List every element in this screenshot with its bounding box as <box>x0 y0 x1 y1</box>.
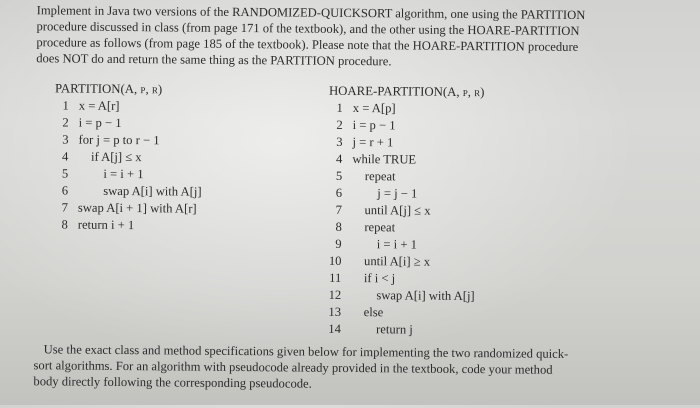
line-code: swap A[i + 1] with A[r] <box>77 200 197 216</box>
partition-line <box>54 199 197 217</box>
line-number: 12 <box>328 287 342 302</box>
hoare-line <box>329 117 396 135</box>
line-number: 5 <box>335 168 343 183</box>
line-code: repeat <box>351 220 396 235</box>
line-code: until A[j] ≤ x <box>351 203 431 218</box>
line-code: while TRUE <box>352 152 417 167</box>
hoare-line <box>328 219 396 237</box>
line-code: for j = p to r − 1 <box>78 132 160 148</box>
line-code: x = A[r] <box>78 98 120 113</box>
line-number: 4 <box>62 149 69 164</box>
line-number: 8 <box>335 219 342 234</box>
hoare-partition-header: HOARE-PARTITION(A, p, r) <box>328 83 485 100</box>
partition-line <box>54 182 202 200</box>
line-number: 7 <box>61 200 69 215</box>
hoare-line <box>327 270 395 288</box>
line-code: j = r + 1 <box>352 135 394 150</box>
partition-line <box>54 148 141 166</box>
line-code: if i < j <box>351 271 396 286</box>
line-number: 6 <box>61 183 69 198</box>
line-code: if A[j] ≤ x <box>78 149 142 165</box>
partition-line <box>54 165 143 183</box>
line-number: 6 <box>335 185 343 200</box>
line-number: 1 <box>62 98 69 113</box>
hoare-line <box>328 202 431 220</box>
line-number: 2 <box>62 115 69 130</box>
line-code: else <box>350 305 384 320</box>
intro-paragraph <box>36 3 689 72</box>
line-code: return i + 1 <box>77 217 135 233</box>
outro-paragraph <box>33 342 685 395</box>
line-code: x = A[p] <box>352 101 396 116</box>
line-number: 9 <box>335 236 342 251</box>
line-number: 4 <box>336 151 343 166</box>
hoare-line <box>328 134 393 152</box>
line-number: 14 <box>328 321 341 336</box>
line-number: 7 <box>335 202 342 217</box>
line-code: j = j − 1 <box>352 186 418 201</box>
line-code: until A[i] ≥ x <box>351 254 431 269</box>
line-number: 10 <box>328 253 342 268</box>
line-number: 3 <box>62 132 69 147</box>
intro-line: does NOT do and return the same thing as the PARTITION procedure. <box>36 50 392 69</box>
line-code: i = p − 1 <box>352 118 396 133</box>
line-code: swap A[i] with A[j] <box>351 288 475 304</box>
hoare-line <box>329 100 396 118</box>
line-number: 3 <box>336 134 343 149</box>
line-number: 1 <box>336 100 343 115</box>
hoare-line <box>328 151 416 169</box>
line-number: 13 <box>328 304 342 319</box>
intro-line: procedure as follows (from page 185 of the textbook). Please note that the HOARE-PARTITION procedure <box>36 35 579 54</box>
line-code: i = i + 1 <box>351 237 417 252</box>
partition-line <box>55 114 122 132</box>
intro-line: procedure discussed in class (from page 171 of the textbook), and the other using the HOARE-PARTITION <box>36 19 580 38</box>
outro-line: sort algorithms. For an algorithm with pseudocode already provided in the textbook, code your method <box>33 358 553 377</box>
line-number: 5 <box>61 166 69 181</box>
intro-line: Implement in Java two versions of the RANDOMIZED-QUICKSORT algorithm, one using the PARTITION <box>36 3 586 23</box>
hoare-line <box>327 287 475 305</box>
line-code: repeat <box>352 169 396 184</box>
line-number: 8 <box>61 217 68 232</box>
line-code: i = i + 1 <box>78 166 144 182</box>
line-code: swap A[i] with A[j] <box>78 183 202 199</box>
hoare-line <box>327 253 430 271</box>
hoare-line <box>328 236 417 254</box>
partition-line <box>54 216 135 234</box>
hoare-line <box>327 304 383 321</box>
hoare-line <box>328 168 396 186</box>
partition-line <box>54 131 159 149</box>
line-code: return j <box>350 322 413 337</box>
line-code: i = p − 1 <box>78 115 122 131</box>
partition-line <box>55 97 120 115</box>
hoare-line <box>328 185 417 203</box>
partition-header: PARTITION(A, p, r) <box>54 81 163 97</box>
outro-line: Use the exact class and method specifications given below for implementing the two randomized quick- <box>43 342 569 361</box>
line-number: 2 <box>336 117 343 132</box>
hoare-line <box>327 321 413 339</box>
outro-line: body directly following the corresponding pseudocode. <box>33 374 312 391</box>
line-number: 11 <box>329 270 342 285</box>
